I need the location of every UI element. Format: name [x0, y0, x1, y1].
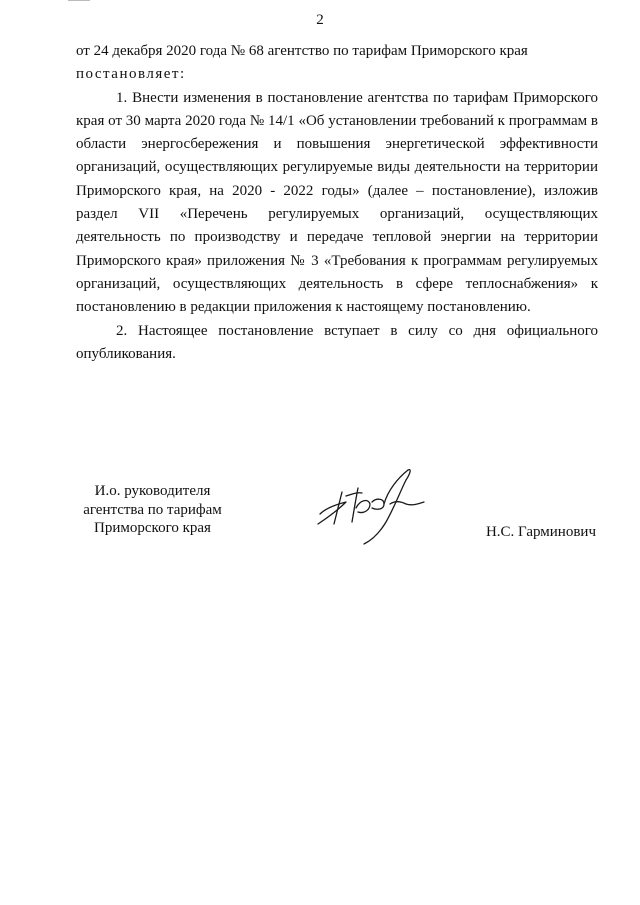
intro-line: от 24 декабря 2020 года № 68 агентство по тарифам Приморского края [76, 43, 528, 59]
signatory-title-line-3: Приморского края [94, 520, 211, 536]
signatory-title-line-2: агентства по тарифам [83, 501, 222, 518]
paragraph-2: 2. Настоящее постановление вступает в силу со дня официального опубликования. [76, 322, 598, 362]
signatory-title [70, 482, 235, 538]
handwritten-signature [312, 464, 442, 548]
paragraph-1: 1. Внести изменения в постановление агентства по тарифам Приморского края от 30 марта 2020 года № 14/1 «Об установлении требований к программам в области энергосбережения и повышения энергетической эффективности организаций, осуществляющих регулируемые виды деятельности на территории Приморского края, на 2020 - 2022 годы» (далее – постановление), изложив раздел VII «Перечень регулируемых организаций, осуществляющих деятельность по производству и передаче тепловой энергии на территории Приморского края» приложения № 3 «Требования к программам регулируемых организаций, осуществляющих деятельность в сфере теплоснабжения» к постановлению в редакции приложения к настоящему постановлению. [76, 89, 598, 316]
intro-decree-word: постановляет: [76, 66, 186, 83]
page-number: 2 [316, 12, 324, 28]
scan-mark [68, 0, 90, 1]
signatory-name: Н.С. Гарминович [485, 524, 596, 540]
signatory-title-line-1: И.о. руководителя [94, 483, 211, 499]
document-body [76, 40, 598, 366]
